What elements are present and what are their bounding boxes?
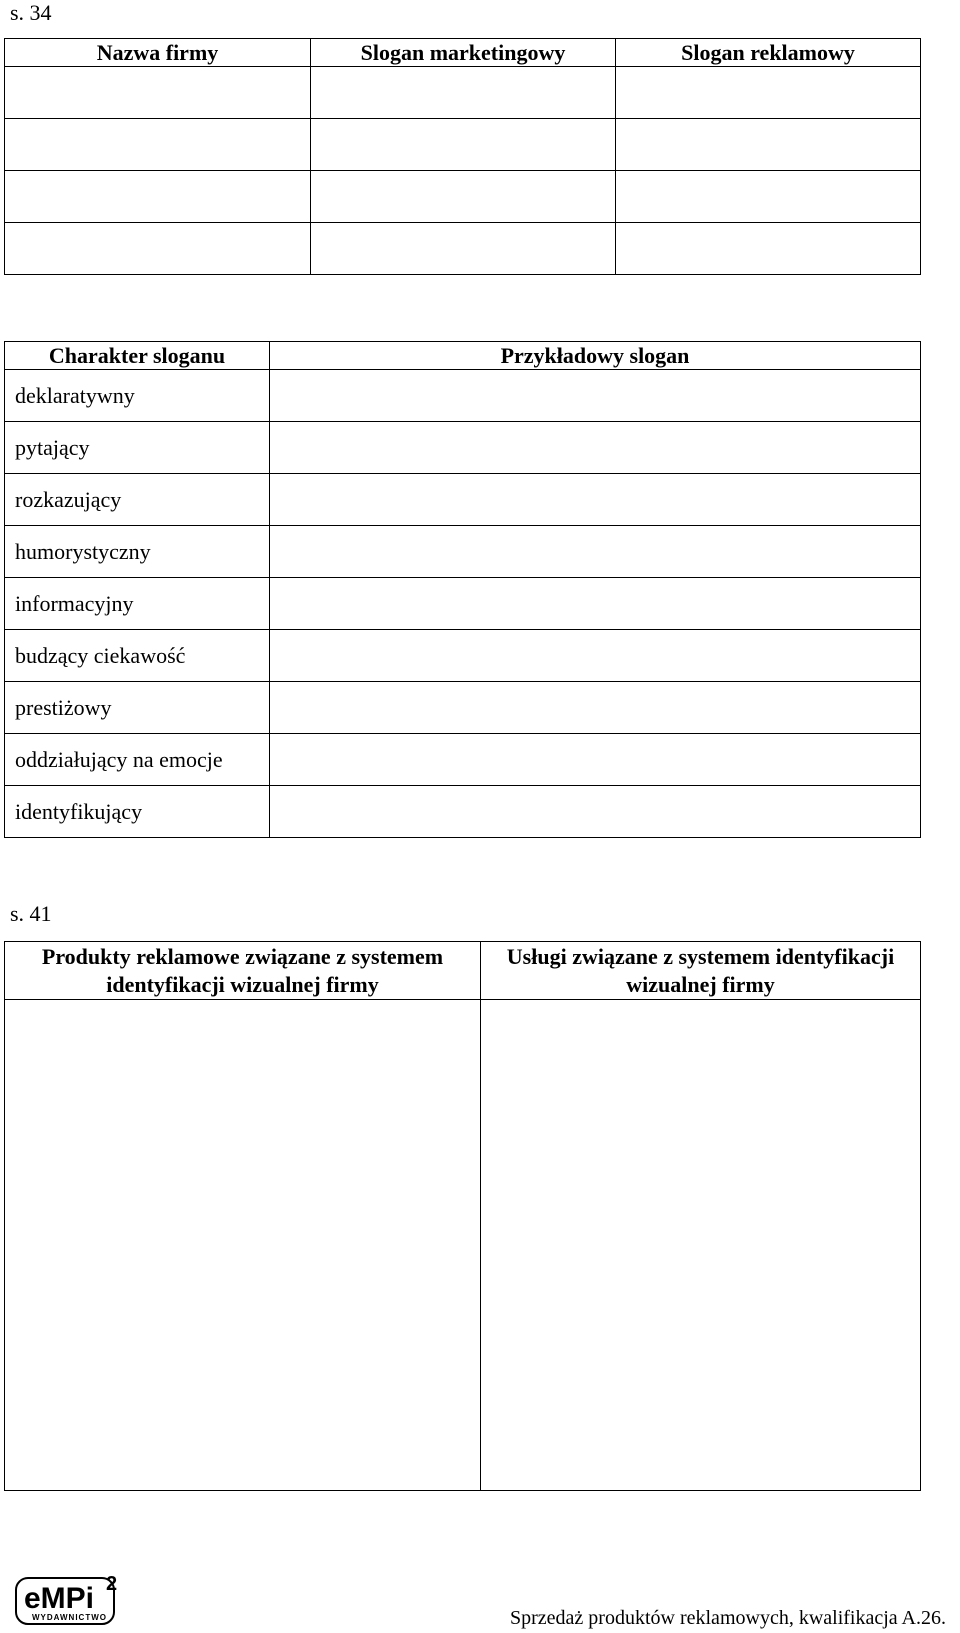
table-row: [5, 734, 921, 786]
table-cell[interactable]: [616, 223, 921, 275]
logo-subtext: WYDAWNICTWO: [32, 1613, 107, 1622]
header-promotional-products: Produkty reklamowe związane z systemem identyfikacji wizualnej firmy: [5, 942, 481, 1000]
table-cell[interactable]: [5, 223, 311, 275]
table-row: [5, 1000, 921, 1491]
slogan-character-table: [4, 341, 921, 838]
example-slogan-cell[interactable]: [270, 578, 921, 630]
example-slogan-cell[interactable]: [270, 630, 921, 682]
table-cell[interactable]: [616, 171, 921, 223]
table-row: [5, 578, 921, 630]
logo-superscript: 2: [106, 1573, 118, 1595]
table-cell[interactable]: [311, 67, 616, 119]
services-cell[interactable]: [481, 1000, 921, 1491]
table-row: [5, 682, 921, 734]
example-slogan-cell[interactable]: [270, 370, 921, 422]
example-slogan-cell[interactable]: [270, 422, 921, 474]
example-slogan-cell[interactable]: [270, 786, 921, 838]
slogan-type-label: oddziałujący na emocje: [5, 734, 270, 786]
header-slogan-character: Charakter sloganu: [5, 342, 270, 370]
table-row: [5, 474, 921, 526]
table-row: [5, 630, 921, 682]
header-services: Usługi związane z systemem identyfikacji wizualnej firmy: [481, 942, 921, 1000]
slogan-type-label: rozkazujący: [5, 474, 270, 526]
promotional-products-cell[interactable]: [5, 1000, 481, 1491]
slogan-type-label: humorystyczny: [5, 526, 270, 578]
page-label-34: s. 34: [10, 0, 52, 25]
table-row: [5, 422, 921, 474]
slogan-type-label: pytający: [5, 422, 270, 474]
table-row: [5, 171, 921, 223]
example-slogan-cell[interactable]: [270, 734, 921, 786]
table-cell[interactable]: [5, 67, 311, 119]
table-row: [5, 786, 921, 838]
table-cell[interactable]: [311, 171, 616, 223]
company-slogans-table: [4, 38, 921, 275]
empi-logo: [14, 1572, 124, 1628]
visual-identity-table: [4, 941, 921, 1491]
slogan-type-label: budzący ciekawość: [5, 630, 270, 682]
header-company-name: Nazwa firmy: [5, 39, 311, 67]
table-cell[interactable]: [311, 223, 616, 275]
table-row: [5, 119, 921, 171]
header-example-slogan: Przykładowy slogan: [270, 342, 921, 370]
table-cell[interactable]: [616, 119, 921, 171]
table-row: [5, 526, 921, 578]
example-slogan-cell[interactable]: [270, 526, 921, 578]
table-row: [5, 67, 921, 119]
table-row: [5, 223, 921, 275]
header-advertising-slogan: Slogan reklamowy: [616, 39, 921, 67]
slogan-type-label: deklaratywny: [5, 370, 270, 422]
logo-text: eMPi: [24, 1582, 95, 1615]
table-cell[interactable]: [311, 119, 616, 171]
slogan-type-label: informacyjny: [5, 578, 270, 630]
table-cell[interactable]: [5, 171, 311, 223]
example-slogan-cell[interactable]: [270, 474, 921, 526]
table-cell[interactable]: [5, 119, 311, 171]
slogan-type-label: prestiżowy: [5, 682, 270, 734]
footer-text: Sprzedaż produktów reklamowych, kwalifikacja A.26.: [510, 1607, 946, 1629]
page-label-41: s. 41: [10, 901, 52, 926]
slogan-type-label: identyfikujący: [5, 786, 270, 838]
header-marketing-slogan: Slogan marketingowy: [311, 39, 616, 67]
table-cell[interactable]: [616, 67, 921, 119]
table-row: [5, 370, 921, 422]
example-slogan-cell[interactable]: [270, 682, 921, 734]
